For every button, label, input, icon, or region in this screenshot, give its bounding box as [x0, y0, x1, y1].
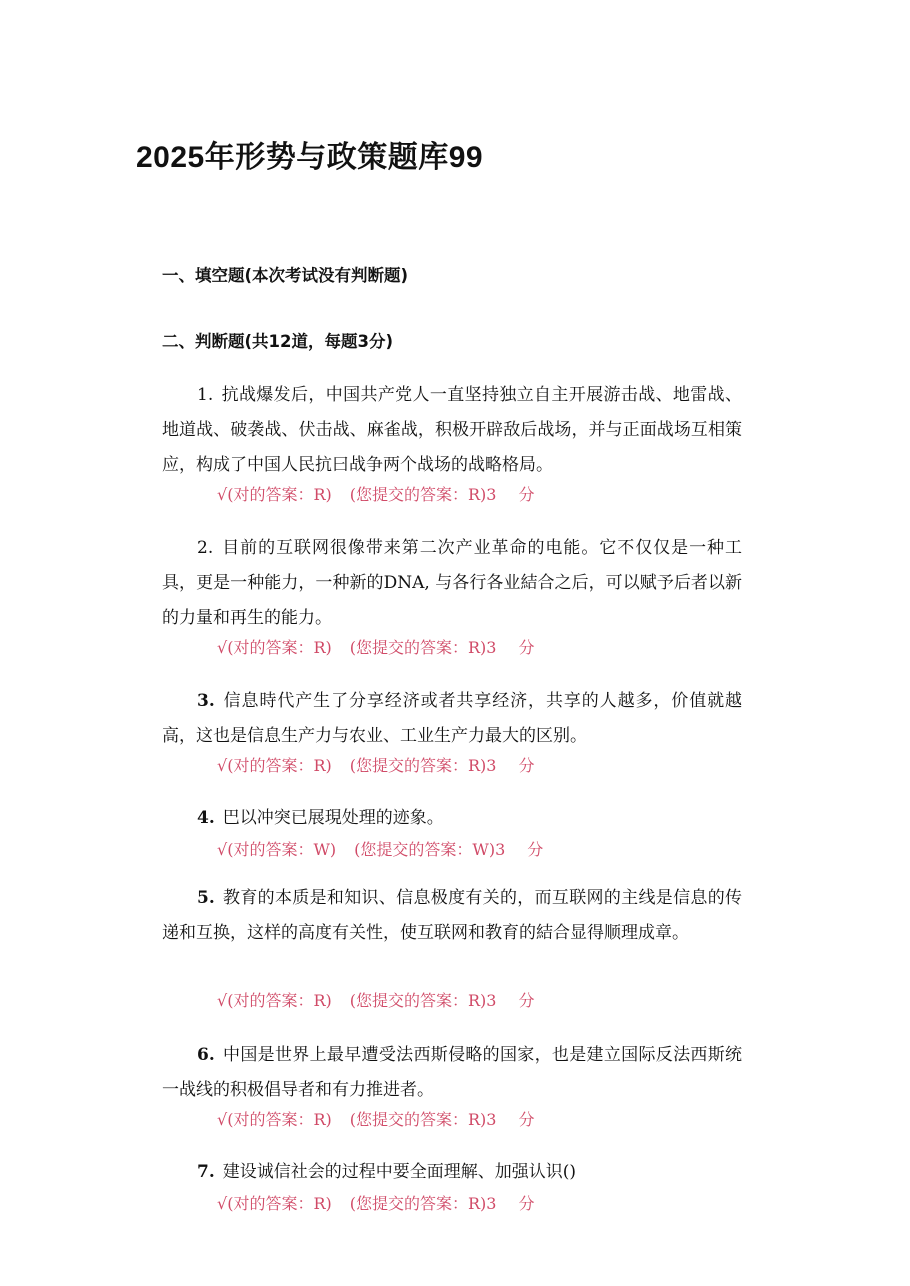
- score-unit: 分: [527, 840, 544, 859]
- answer-line-3: [217, 754, 534, 778]
- question-text: 信息時代产生了分享经济或者共享经济，共享的人越多，价值就越高，这也是信息生产力与农业、工业生产力最大的区别。: [162, 691, 742, 746]
- score-unit: 分: [518, 991, 535, 1010]
- correct-answer: (对的答案：R): [227, 991, 332, 1010]
- question-text: 建设诚信社会的过程中要全面理解、加强认识(): [222, 1162, 577, 1182]
- submitted-answer: (您提交的答案：R)3: [349, 991, 497, 1010]
- check-mark-icon: √: [217, 991, 228, 1010]
- submitted-answer: (您提交的答案：R)3: [349, 638, 497, 657]
- question-number: 2.: [197, 538, 214, 558]
- check-mark-icon: √: [217, 756, 228, 775]
- score-unit: 分: [518, 485, 535, 504]
- question-7: [162, 1155, 742, 1190]
- score-unit: 分: [518, 638, 535, 657]
- score-unit: 分: [518, 756, 535, 775]
- answer-line-5: [217, 989, 534, 1013]
- page-title: 2025年形势与政策题库99: [136, 141, 484, 174]
- question-5: [162, 881, 742, 951]
- submitted-answer: (您提交的答案：R)3: [349, 1110, 497, 1129]
- question-3: [162, 684, 742, 754]
- check-mark-icon: √: [217, 840, 228, 859]
- correct-answer: (对的答案：R): [227, 756, 332, 775]
- question-text: 巴以冲突已展現处理的迹象。: [222, 808, 444, 828]
- question-4: [162, 801, 742, 836]
- question-text: 教育的本质是和知识、信息极度有关的，而互联网的主线是信息的传递和互换，这样的高度有关性，使互联网和教育的結合显得顺理成章。: [162, 888, 742, 943]
- question-number: 1.: [197, 385, 214, 405]
- question-number: 5.: [197, 888, 215, 908]
- section-heading-judgement: 二、判断题(共12道，每题3分): [162, 332, 394, 351]
- correct-answer: (对的答案：R): [227, 1194, 332, 1213]
- score-unit: 分: [518, 1194, 535, 1213]
- question-number: 3.: [197, 691, 215, 711]
- question-1: [162, 378, 742, 483]
- check-mark-icon: √: [217, 1110, 228, 1129]
- answer-line-6: [217, 1108, 534, 1132]
- question-number: 7.: [197, 1162, 215, 1182]
- question-number: 4.: [197, 808, 215, 828]
- question-number: 6.: [197, 1045, 215, 1065]
- question-2: [162, 531, 742, 636]
- check-mark-icon: √: [217, 485, 228, 504]
- check-mark-icon: √: [217, 638, 228, 657]
- answer-line-2: [217, 636, 534, 660]
- question-text: 目前的互联网很像带来第二次产业革命的电能。它不仅仅是一种工具，更是一种能力，一种新的DNA, 与各行各业結合之后，可以赋予后者以新的力量和再生的能力。: [162, 538, 742, 628]
- score-unit: 分: [518, 1110, 535, 1129]
- submitted-answer: (您提交的答案：R)3: [349, 756, 497, 775]
- submitted-answer: (您提交的答案：R)3: [349, 1194, 497, 1213]
- question-text: 中国是世界上最早遭受法西斯侵略的国家，也是建立国际反法西斯统一战线的积极倡导者和有力推进者。: [162, 1045, 742, 1100]
- question-text: 抗战爆发后，中国共产党人一直坚持独立自主开展游击战、地雷战、地道战、破袭战、伏击战、麻雀战，积极开辟敌后战场，并与正面战场互相策应，构成了中国人民抗曰战争两个战场的战略格局。: [162, 385, 742, 475]
- answer-line-7: [217, 1192, 534, 1216]
- submitted-answer: (您提交的答案：R)3: [349, 485, 497, 504]
- question-6: [162, 1038, 742, 1108]
- correct-answer: (对的答案：W): [227, 840, 337, 859]
- correct-answer: (对的答案：R): [227, 638, 332, 657]
- check-mark-icon: √: [217, 1194, 228, 1213]
- answer-line-1: [217, 483, 534, 507]
- section-heading-fill-blank: 一、填空题(本次考试没有判断题): [162, 266, 409, 285]
- answer-line-4: [217, 838, 543, 862]
- correct-answer: (对的答案：R): [227, 1110, 332, 1129]
- correct-answer: (对的答案：R): [227, 485, 332, 504]
- submitted-answer: (您提交的答案：W)3: [354, 840, 506, 859]
